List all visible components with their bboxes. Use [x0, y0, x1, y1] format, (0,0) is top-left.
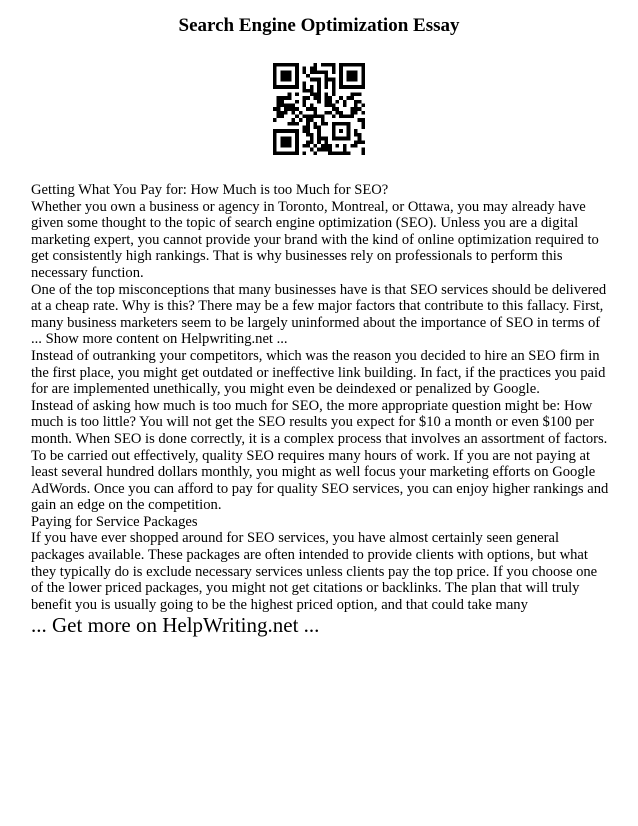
qr-code-image [273, 63, 365, 155]
paragraph: One of the top misconceptions that many businesses have is that SEO services should be delivered at a cheap rate. Why is this? There may be a few major factors that contribute to this fallacy. First, many business marketers seem to be largely uninformed about the importance of SEO in terms of ... Show more content on Helpwriting.net ... [31, 281, 607, 348]
qr-code-graphic [273, 63, 365, 155]
essay-body [31, 182, 611, 613]
paragraph: If you have ever shopped around for SEO services, you have almost certainly seen general packages available. These packages are often intended to provide clients with options, but what they typically do is exclude necessary services unless clients pay the top price. If you choose one of the lower priced packages, you might not get citations or backlinks. The plan that will truly benefit you is usually going to be the highest priced option, and that could take many [31, 530, 598, 613]
paragraph: Whether you own a business or agency in Toronto, Montreal, or Ottawa, you may already have given some thought to the topic of search engine optimization (SEO). Unless you are a digital marketing expert, you cannot provide your brand with the kind of online optimization required to get consistently high rankings. That is why businesses rely on professionals to perform this necessary function. [31, 198, 599, 281]
get-more-link[interactable]: ... Get more on HelpWriting.net ... [31, 613, 320, 637]
page-title: Search Engine Optimization Essay [178, 15, 460, 36]
paragraph: Instead of asking how much is too much for SEO, the more appropriate question might be: How much is too little? You will not get the SEO results you expect for $10 a month or even $100 per month. When SEO is done correctly, it is a complex process that involves an assortment of factors. To be carried out effectively, quality SEO requires many hours of work. If you are not paying at least several hundred dollars monthly, you might as well focus your marketing efforts on Google AdWords. Once you can afford to pay for quality SEO services, you can enjoy higher rankings and gain an edge on the competition. [31, 397, 609, 514]
paragraph-heading-2: Paying for Service Packages [31, 513, 198, 530]
paragraph-heading-1: Getting What You Pay for: How Much is too Much for SEO? [31, 182, 389, 198]
paragraph: Instead of outranking your competitors, which was the reason you decided to hire an SEO firm in the first place, you might get outdated or ineffective link building. In fact, if the practices you paid for are implemented unethically, you might even be deindexed or penalized by Google. [31, 347, 606, 398]
